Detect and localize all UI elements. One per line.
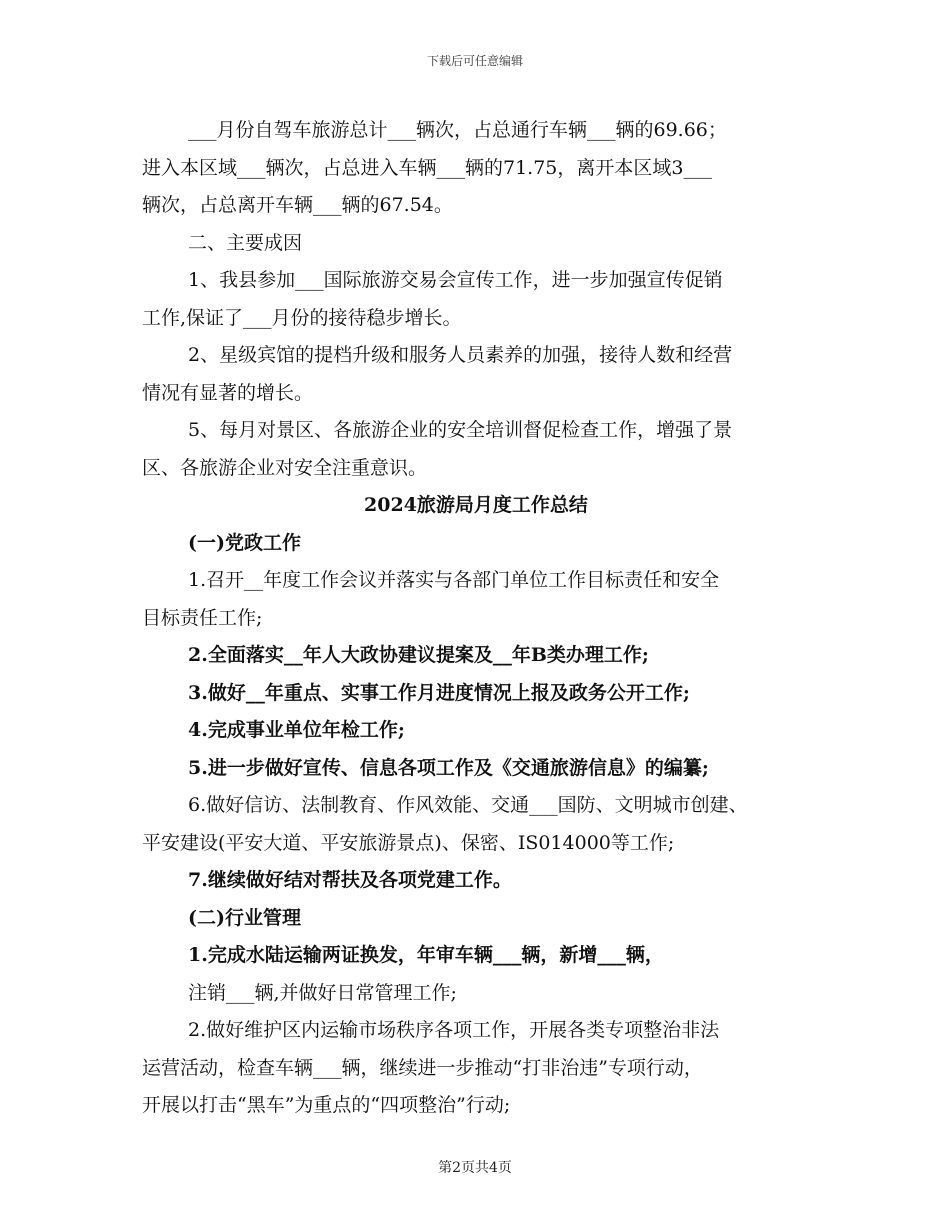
paragraph-line: 进入本区域___辆次，占总进入车辆___辆的71.75，离开本区域3___ xyxy=(142,156,712,179)
paragraph-line: 3.做好__年重点、实事工作月进度情况上报及政务公开工作; xyxy=(188,681,690,704)
paragraph-line: 5.进一步做好宣传、信息各项工作及《交通旅游信息》的编纂; xyxy=(188,756,709,779)
paragraph-line: 开展以打击“黑车”为重点的“四项整治”行动; xyxy=(142,1094,511,1116)
paragraph-line: 1、我县参加___国际旅游交易会宣传工作，进一步加强宣传促销 xyxy=(188,269,723,291)
paragraph-line: 7.继续做好结对帮扶及各项党建工作。 xyxy=(188,869,512,891)
paragraph-line: (二)行业管理 xyxy=(188,906,301,929)
paragraph-line: 2.做好维护区内运输市场秩序各项工作，开展各类专项整治非法 xyxy=(188,1019,720,1041)
paragraph-line: 4.完成事业单位年检工作; xyxy=(188,719,405,741)
section-title: 2024旅游局月度工作总结 xyxy=(364,494,588,516)
paragraph-line: 2.全面落实__年人大政协建议提案及__年B类办理工作; xyxy=(188,644,649,666)
page-header: 下载后可任意编辑 xyxy=(426,54,523,68)
paragraph-line: 区、各旅游企业对安全注重意识。 xyxy=(142,456,428,479)
paragraph-line: 1.召开__年度工作会议并落实与各部门单位工作目标责任和安全 xyxy=(188,569,720,591)
document-body xyxy=(142,112,810,1125)
paragraph-line: 工作,保证了___月份的接待稳步增长。 xyxy=(142,306,462,329)
paragraph-line: ___月份自驾车旅游总计___辆次，占总通行车辆___辆的69.66； xyxy=(188,119,727,141)
paragraph-line: 情况有显著的增长。 xyxy=(142,381,314,404)
paragraph-line: 注销___辆,并做好日常管理工作; xyxy=(188,981,457,1004)
paragraph-line: 辆次，占总离开车辆___辆的67.54。 xyxy=(142,194,453,216)
paragraph-line: 二、主要成因 xyxy=(188,231,303,254)
paragraph-line: 1.完成水陆运输两证换发，年审车辆___辆，新增___辆， xyxy=(188,944,664,966)
paragraph-line: 平安建设(平安大道、平安旅游景点)、保密、IS014000等工作; xyxy=(142,831,675,854)
paragraph-line: (一)党政工作 xyxy=(188,531,301,554)
paragraph-line: 运营活动，检查车辆___辆，继续进一步推动“打非治违”专项行动， xyxy=(142,1056,703,1079)
paragraph-line: 2、星级宾馆的提档升级和服务人员素养的加强，接待人数和经营 xyxy=(188,344,733,366)
page-footer: 第2页共4页 xyxy=(438,1160,512,1176)
paragraph-line: 5、每月对景区、各旅游企业的安全培训督促检查工作，增强了景 xyxy=(188,419,733,441)
paragraph-line: 目标责任工作; xyxy=(142,606,263,629)
paragraph-line: 6.做好信访、法制教育、作风效能、交通___国防、文明城市创建、 xyxy=(188,794,748,816)
